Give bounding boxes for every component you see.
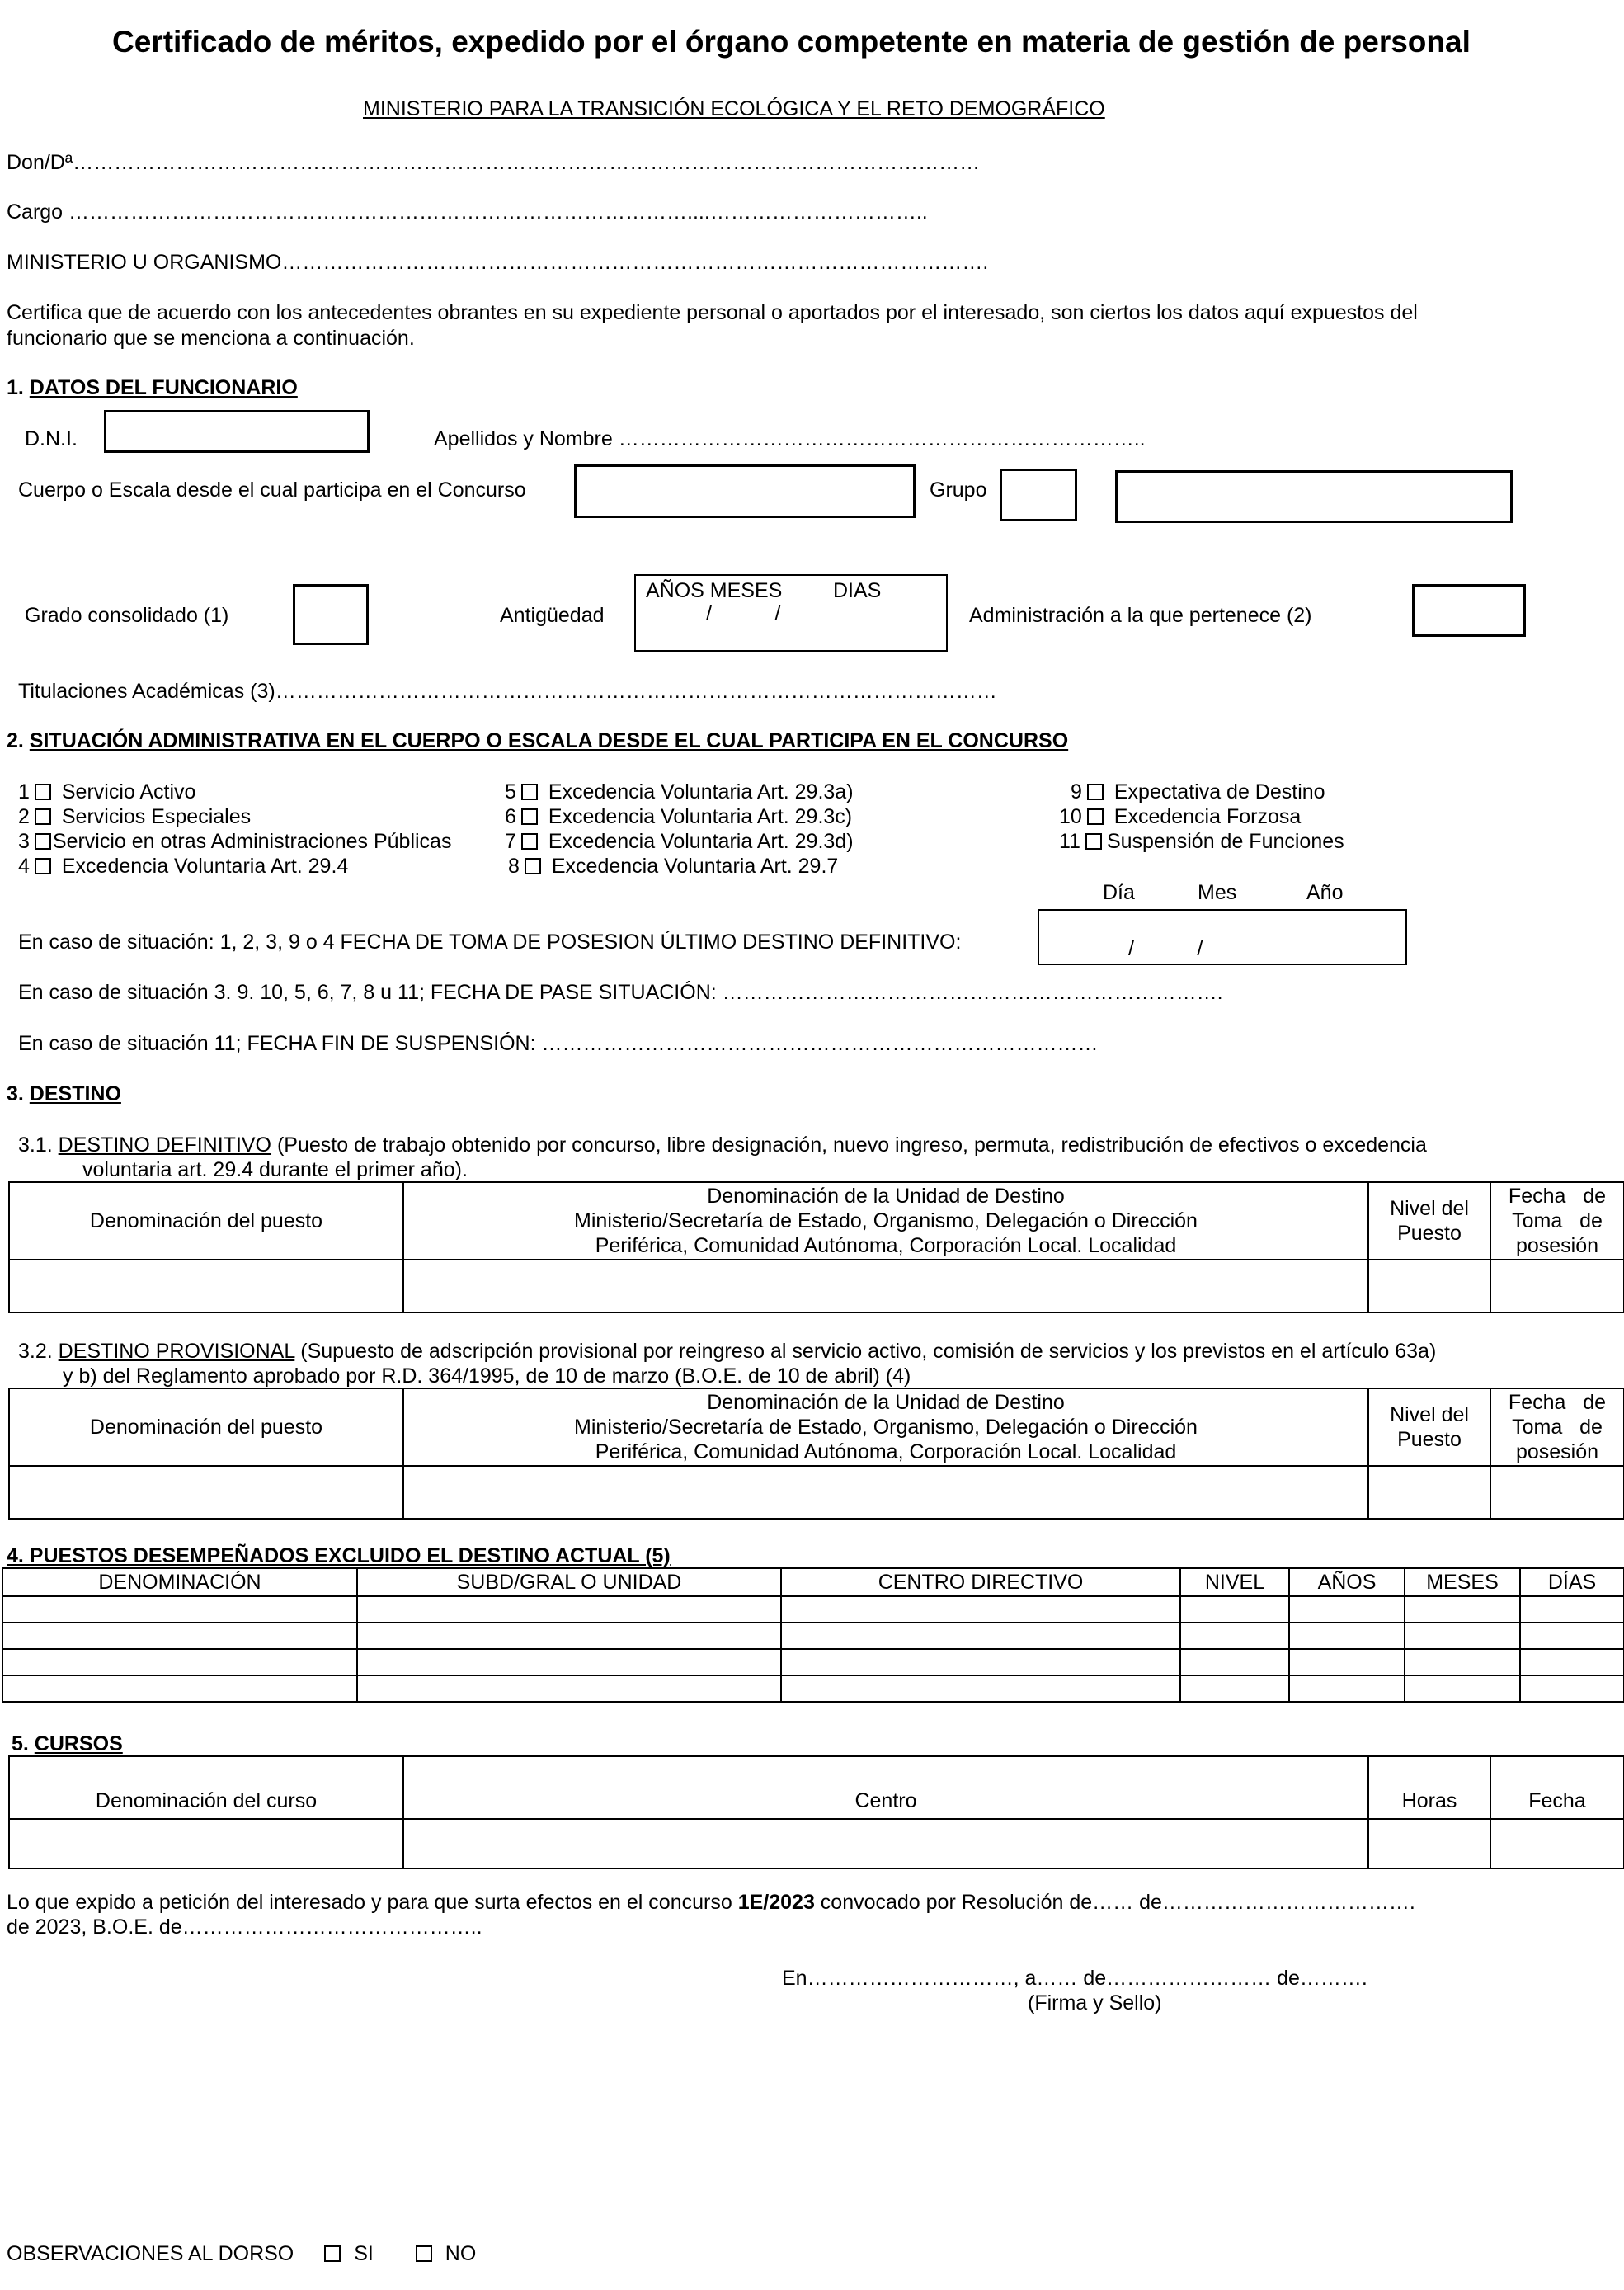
col-dias: DÍAS	[1520, 1568, 1624, 1596]
checkbox[interactable]	[35, 808, 51, 825]
col-nivel: Nivel del Puesto	[1368, 1182, 1490, 1260]
situacion-1[interactable]: 1 Servicio Activo	[18, 780, 196, 803]
titulaciones-field[interactable]: Titulaciones Académicas (3)……………………………………………………………………………………………	[18, 680, 997, 703]
table-cell[interactable]	[1490, 1466, 1624, 1519]
col-centro: Centro	[403, 1756, 1368, 1819]
fecha-fin-field[interactable]: En caso de situación 11; FECHA FIN DE SUSPENSIÓN: ………………………………………………………………………	[18, 1032, 1099, 1055]
table-cell[interactable]	[9, 1260, 403, 1312]
table-cell[interactable]	[1368, 1260, 1490, 1312]
fecha-pase-field[interactable]: En caso de situación 3. 9. 10, 5, 6, 7, 8 u 11; FECHA DE PASE SITUACIÓN: ……………………………………………………………….	[18, 981, 1223, 1004]
col-horas: Horas	[1368, 1756, 1490, 1819]
puestos-table	[2, 1567, 1624, 1703]
observaciones-label: OBSERVACIONES AL DORSO	[7, 2242, 294, 2265]
observaciones-row	[7, 2242, 476, 2266]
checkbox[interactable]	[1087, 808, 1104, 825]
checkbox[interactable]	[35, 784, 51, 800]
table-cell[interactable]	[1490, 1819, 1624, 1868]
col-puesto: Denominación del puesto	[9, 1388, 403, 1466]
anos-meses-label: AÑOS MESES	[646, 579, 783, 602]
table-cell[interactable]	[1368, 1819, 1490, 1868]
situacion-3[interactable]: 3 Servicio en otras Administraciones Públicas	[18, 830, 452, 853]
checkbox[interactable]	[521, 833, 538, 850]
table-row[interactable]	[2, 1596, 1624, 1623]
cursos-table	[8, 1755, 1624, 1869]
col-meses: MESES	[1405, 1568, 1520, 1596]
situacion-10[interactable]: 10 Excedencia Forzosa	[1059, 805, 1302, 828]
checkbox[interactable]	[521, 808, 538, 825]
dia-label: Día	[1103, 881, 1135, 904]
col-fecha: Fecha de Toma de posesión	[1490, 1388, 1624, 1466]
grupo-extra-input[interactable]	[1115, 470, 1513, 523]
ministry-name: MINISTERIO PARA LA TRANSICIÓN ECOLÓGICA Y EL RETO DEMOGRÁFICO	[363, 97, 1105, 120]
fecha-toma-slashes: / /	[1128, 937, 1203, 960]
checkbox-no[interactable]	[416, 2245, 432, 2262]
administracion-input[interactable]	[1412, 584, 1526, 637]
apellidos-field[interactable]: Apellidos y Nombre …………………………………………………………………..	[434, 427, 1146, 450]
col-centro-directivo: CENTRO DIRECTIVO	[781, 1568, 1180, 1596]
grupo-label: Grupo	[930, 478, 987, 502]
table-cell[interactable]	[403, 1260, 1368, 1312]
table-cell[interactable]	[9, 1466, 403, 1519]
grado-label: Grado consolidado (1)	[25, 604, 229, 627]
col-unidad: Denominación de la Unidad de Destino Ministerio/Secretaría de Estado, Organismo, Delegación o Dirección Periférica, Comunidad Autónoma, Corporación Local. Localidad	[403, 1182, 1368, 1260]
col-puesto: Denominación del puesto	[9, 1182, 403, 1260]
situacion-4[interactable]: 4 Excedencia Voluntaria Art. 29.4	[18, 855, 349, 878]
col-nivel: NIVEL	[1180, 1568, 1289, 1596]
fecha-toma-label: En caso de situación: 1, 2, 3, 9 o 4 FECHA DE TOMA DE POSESION ÚLTIMO DESTINO DEFINITIVO:	[18, 931, 962, 954]
certifica-text: Certifica que de acuerdo con los antecedentes obrantes en su expediente personal o aportados por el interesado, son ciertos los datos aquí expuestos del funcionario que se menciona a continuación.	[7, 301, 1418, 351]
section1-heading: 1. DATOS DEL FUNCIONARIO	[7, 376, 298, 399]
situacion-7[interactable]: 7 Excedencia Voluntaria Art. 29.3d)	[505, 830, 854, 853]
administracion-label: Administración a la que pertenece (2)	[969, 604, 1312, 627]
table-row[interactable]	[2, 1649, 1624, 1675]
section3-heading: 3. DESTINO	[7, 1082, 121, 1105]
place-date-field[interactable]: En…………………………, a…… de…………………… de……….	[782, 1967, 1367, 1990]
col-unidad: Denominación de la Unidad de Destino Ministerio/Secretaría de Estado, Organismo, Delegación o Dirección Periférica, Comunidad Autónoma, Corporación Local. Localidad	[403, 1388, 1368, 1466]
situacion-2[interactable]: 2 Servicios Especiales	[18, 805, 252, 828]
grupo-input[interactable]	[1000, 469, 1077, 521]
situacion-6[interactable]: 6 Excedencia Voluntaria Art. 29.3c)	[505, 805, 853, 828]
destino-provisional-text-2: y b) del Reglamento aprobado por R.D. 364/1995, de 10 de marzo (B.O.E. de 10 de abril) (4)	[63, 1364, 911, 1388]
checkbox[interactable]	[35, 858, 51, 874]
antiguedad-label: Antigüedad	[500, 604, 605, 627]
destino-definitivo-text-2: voluntaria art. 29.4 durante el primer año).	[82, 1158, 468, 1181]
checkbox[interactable]	[521, 784, 538, 800]
table-cell[interactable]	[403, 1819, 1368, 1868]
table-cell[interactable]	[9, 1819, 403, 1868]
dias-label: DIAS	[833, 579, 882, 602]
section5-heading: 5. CURSOS	[12, 1732, 123, 1755]
destino-definitivo-text: 3.1. DESTINO DEFINITIVO (Puesto de trabajo obtenido por concurso, libre designación, nuevo ingreso, permuta, redistribución de efectivos o excedencia	[18, 1133, 1427, 1157]
section2-heading: 2. SITUACIÓN ADMINISTRATIVA EN EL CUERPO O ESCALA DESDE EL CUAL PARTICIPA EN EL CONCURSO	[7, 729, 1069, 752]
table-row[interactable]	[2, 1623, 1624, 1649]
no-label: NO	[445, 2242, 477, 2265]
checkbox[interactable]	[35, 833, 51, 850]
situacion-8[interactable]: 8 Excedencia Voluntaria Art. 29.7	[508, 855, 839, 878]
dni-input[interactable]	[104, 410, 370, 453]
col-fecha: Fecha de Toma de posesión	[1490, 1182, 1624, 1260]
closing-line-2: de 2023, B.O.E. de……………………………………..	[7, 1915, 482, 1939]
grado-input[interactable]	[293, 584, 369, 645]
firma-label: (Firma y Sello)	[1028, 1991, 1162, 2014]
col-denominacion: DENOMINACIÓN	[2, 1568, 357, 1596]
destino-provisional-table	[8, 1388, 1624, 1520]
fecha-toma-input[interactable]	[1038, 909, 1407, 965]
checkbox[interactable]	[1085, 833, 1102, 850]
situacion-5[interactable]: 5 Excedencia Voluntaria Art. 29.3a)	[505, 780, 854, 803]
table-cell[interactable]	[1490, 1260, 1624, 1312]
table-cell[interactable]	[403, 1466, 1368, 1519]
col-fecha: Fecha	[1490, 1756, 1624, 1819]
closing-line-1: Lo que expido a petición del interesado y para que surta efectos en el concurso 1E/2023 convocado por Resolución de…… de……………………………….	[7, 1891, 1415, 1914]
situacion-9[interactable]: 9 Expectativa de Destino	[1071, 780, 1325, 803]
table-row[interactable]	[2, 1675, 1624, 1702]
dni-label: D.N.I.	[25, 427, 78, 450]
checkbox-si[interactable]	[324, 2245, 341, 2262]
cuerpo-input[interactable]	[574, 464, 916, 518]
destino-definitivo-table	[8, 1181, 1624, 1313]
antiguedad-slashes: / /	[706, 602, 781, 625]
situacion-11[interactable]: 11 Suspensión de Funciones	[1059, 830, 1344, 853]
col-anos: AÑOS	[1289, 1568, 1405, 1596]
mes-label: Mes	[1198, 881, 1237, 904]
cuerpo-label: Cuerpo o Escala desde el cual participa en el Concurso	[18, 478, 526, 502]
col-nivel: Nivel del Puesto	[1368, 1388, 1490, 1466]
don-field[interactable]: Don/Dª……………………………………………………………………………………………………………………	[7, 151, 981, 174]
col-curso: Denominación del curso	[9, 1756, 403, 1819]
page-title: Certificado de méritos, expedido por el órgano competente en materia de gestión de personal	[112, 25, 1471, 59]
si-label: SI	[354, 2242, 374, 2265]
checkbox[interactable]	[525, 858, 541, 874]
ano-label: Año	[1306, 881, 1344, 904]
col-subd-gral: SUBD/GRAL O UNIDAD	[357, 1568, 781, 1596]
ministerio-field[interactable]: MINISTERIO U ORGANISMO………………………………………………………………………………………….	[7, 251, 989, 274]
section4-heading: 4. PUESTOS DESEMPEÑADOS EXCLUIDO EL DESTINO ACTUAL (5)	[7, 1544, 671, 1567]
destino-provisional-text: 3.2. DESTINO PROVISIONAL (Supuesto de adscripción provisional por reingreso al servicio activo, comisión de servicios y los previstos en el artículo 63a)	[18, 1340, 1437, 1363]
cargo-field[interactable]: Cargo ………………………………………………………………………………....…………………………..	[7, 200, 928, 224]
table-cell[interactable]	[1368, 1466, 1490, 1519]
checkbox[interactable]	[1087, 784, 1104, 800]
